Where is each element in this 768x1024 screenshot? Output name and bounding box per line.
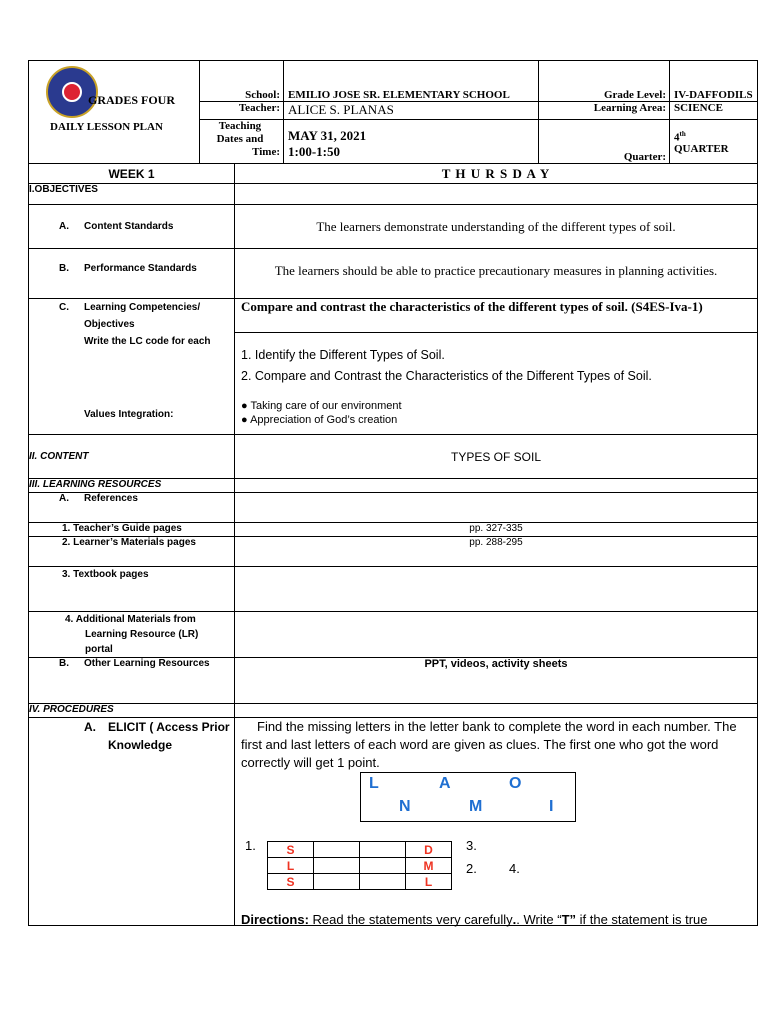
number-4: 4. [509, 861, 520, 876]
content-heading: II. CONTENT [29, 435, 235, 479]
textbook-label: 3. Textbook pages [29, 567, 235, 612]
bank-letter: L [369, 775, 379, 792]
resources-heading: III. LEARNING RESOURCES [29, 479, 235, 493]
grid-cell-first: L [268, 858, 314, 874]
other-label: Other Learning Resources [84, 658, 210, 669]
dates-label-line1: Teaching [218, 119, 262, 132]
week-cell: WEEK 1 [29, 164, 235, 184]
values-integration-label: Values Integration: [84, 409, 174, 420]
grid-cell-empty [360, 842, 406, 858]
competencies-cell [235, 299, 758, 435]
content-text: TYPES OF SOIL [235, 435, 758, 479]
learners-materials-value: pp. 288-295 [235, 537, 758, 567]
content-standards-label [29, 205, 235, 249]
dates-label-line3: Time: [252, 145, 280, 158]
day-cell: T H U R S D A Y [235, 164, 758, 184]
dates-label [200, 119, 284, 163]
teachers-guide-label: 1. Teacher’s Guide pages [29, 523, 235, 537]
competency-text: Compare and contrast the characteristics of the different types of soil. (S4ES-Iva-1) [235, 299, 757, 333]
directions-t: T” [561, 912, 577, 927]
c-label-3: Write the LC code for each [84, 336, 211, 347]
directions-text-2: . Write “ [516, 912, 562, 927]
value-1: ● Taking care of our environment [241, 400, 402, 412]
number-2: 2. [466, 861, 477, 876]
learning-area-label: Learning Area: [539, 102, 670, 119]
performance-standards-text: The learners should be able to practice precautionary measures in planning activities. [235, 249, 758, 299]
teacher-value: ALICE S. PLANAS [284, 102, 539, 119]
quarter-num: 4 [674, 131, 680, 144]
grid-cell-empty [314, 842, 360, 858]
am-label-2: Learning Resource (LR) [85, 629, 199, 640]
bank-letter: I [549, 798, 554, 815]
am-label-1: 4. Additional Materials from [65, 614, 196, 625]
grid-row [268, 874, 452, 890]
ref-letter: A. [59, 493, 69, 504]
teacher-label: Teacher: [200, 102, 284, 119]
school-value: EMILIO JOSE SR. ELEMENTARY SCHOOL [284, 61, 539, 102]
elicit-letter: A. [84, 720, 96, 734]
b-letter: B. [59, 263, 69, 274]
a-letter: A. [59, 221, 69, 232]
values-list [235, 395, 757, 427]
bank-letter: M [469, 798, 483, 815]
grid-cell-last: D [406, 842, 452, 858]
am-label-3: portal [85, 644, 113, 655]
procedures-heading: IV. PROCEDURES [29, 704, 235, 718]
other-resources-label [29, 658, 235, 704]
objectives-heading: I.OBJECTIVES [29, 184, 235, 205]
c-label-1: Learning Competencies/ [84, 302, 201, 313]
competencies-label [29, 299, 235, 435]
grid-cell-empty [314, 874, 360, 890]
bank-letter: N [399, 798, 411, 815]
objectives-list [235, 333, 757, 395]
grade-level-value: IV-DAFFODILS [670, 61, 758, 102]
time-value: 1:00-1:50 [288, 143, 340, 159]
number-1: 1. [245, 838, 256, 853]
directions-text-3: if the statement is true [576, 912, 708, 927]
learners-materials-label: 2. Learner’s Materials pages [29, 537, 235, 567]
quarter-label: Quarter: [539, 119, 670, 163]
content-standards-text: The learners demonstrate understanding of the different types of soil. [235, 205, 758, 249]
letter-bank [360, 772, 576, 822]
additional-materials-label [29, 612, 235, 658]
elicit-instructions: Find the missing letters in the letter bank to complete the word in each number. The first and last letters of each word are given as clues. The first one who got the word correctly will get 1 point. [241, 719, 737, 770]
elicit-label-2: Knowledge [108, 738, 173, 752]
grid-cell-empty [360, 858, 406, 874]
grid-cell-empty [314, 858, 360, 874]
grid-cell-empty [360, 874, 406, 890]
c-letter: C. [59, 302, 69, 313]
procedures-empty [235, 704, 758, 718]
ref-label: References [84, 493, 138, 504]
grid-row [268, 842, 452, 858]
school-label: School: [200, 61, 284, 102]
b-label: Performance Standards [84, 263, 197, 274]
dates-label-line2: Dates and [216, 132, 264, 145]
performance-standards-label [29, 249, 235, 299]
value-2: ● Appreciation of God’s creation [241, 414, 398, 426]
date-value: MAY 31, 2021 [288, 127, 367, 143]
elicit-label-1: ELICIT ( Access Prior [108, 720, 230, 734]
c-label-2: Objectives [84, 319, 135, 330]
objective-2: 2. Compare and Contrast the Characteristics of the Different Types of Soil. [241, 369, 652, 383]
learning-area-value: SCIENCE [670, 102, 758, 119]
bank-letter: O [509, 775, 522, 792]
resources-empty [235, 479, 758, 493]
references-empty [235, 493, 758, 523]
bank-letter: A [439, 775, 451, 792]
additional-materials-empty [235, 612, 758, 658]
directions-label: Directions: [241, 912, 309, 927]
quarter-sup: th [679, 129, 686, 138]
directions-text-1: Read the statements very carefully [308, 912, 513, 927]
grid-cell-last: L [406, 874, 452, 890]
grade-level-label: Grade Level: [539, 61, 670, 102]
grid-cell-last: M [406, 858, 452, 874]
references-label [29, 493, 235, 523]
logo-cell [29, 61, 200, 164]
a-label: Content Standards [84, 221, 174, 232]
objective-1: 1. Identify the Different Types of Soil. [241, 348, 445, 362]
other-resources-value: PPT, videos, activity sheets [235, 658, 758, 704]
quarter-value [670, 119, 758, 163]
quarter-word: QUARTER [674, 143, 729, 156]
word-grid [267, 841, 452, 890]
teachers-guide-value: pp. 327-335 [235, 523, 758, 537]
grade-title: GRADES FOUR [88, 93, 176, 107]
grid-cell-first: S [268, 842, 314, 858]
grid-row [268, 858, 452, 874]
plan-title: DAILY LESSON PLAN [50, 121, 163, 133]
elicit-label [29, 718, 235, 926]
grid-cell-first: S [268, 874, 314, 890]
other-letter: B. [59, 658, 69, 669]
objectives-empty [235, 184, 758, 205]
directions-line: Directions: Read the statements very carefully.. Write “T” if the statement is true [241, 912, 708, 927]
date-time-value [284, 119, 539, 163]
number-3: 3. [466, 838, 477, 853]
textbook-empty [235, 567, 758, 612]
header-table [28, 60, 758, 164]
